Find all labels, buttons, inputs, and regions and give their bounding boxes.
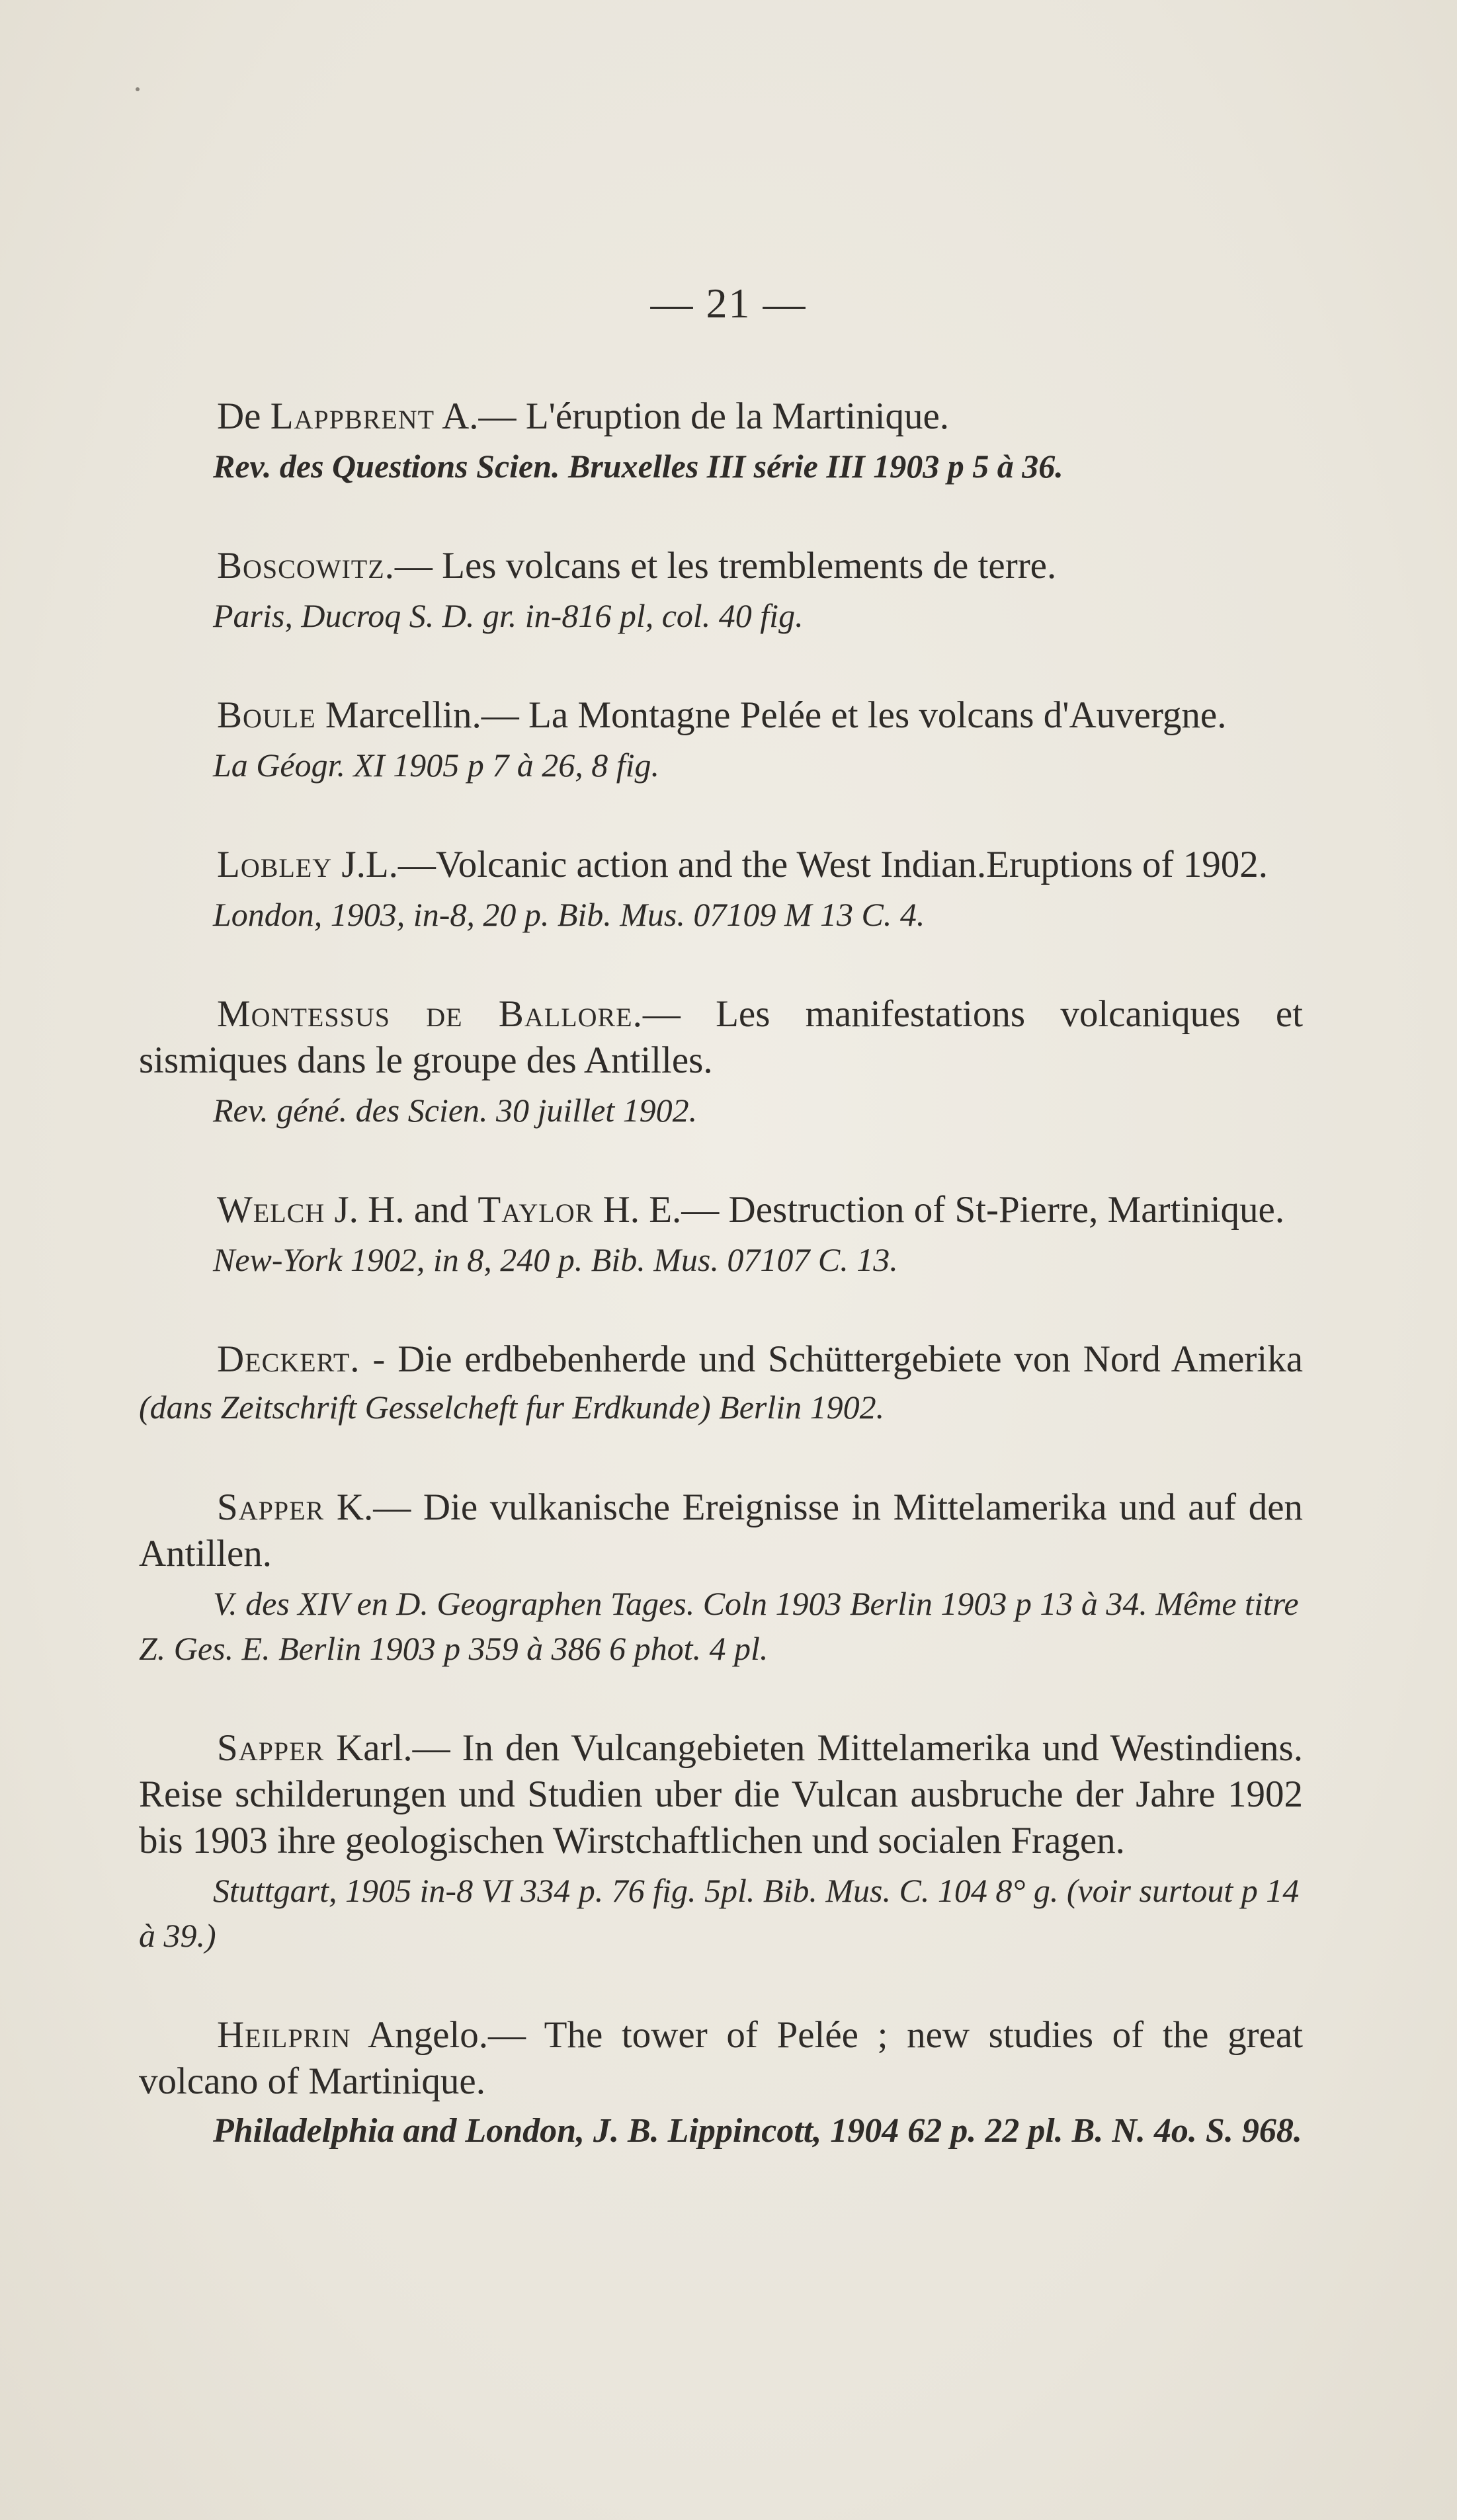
entry-title: La Montagne Pelée et les volcans d'Auvergne.	[519, 694, 1227, 736]
author-name: Lobley	[217, 844, 333, 885]
entry-text	[139, 1187, 1303, 1233]
entry-text	[139, 1484, 1303, 1577]
bibliography-list	[139, 393, 1303, 2208]
author-initials: Marcellin.—	[315, 694, 519, 736]
author-name: Boscowitz.	[217, 545, 395, 587]
author-initials: J. H. and	[325, 1189, 478, 1231]
author-initials: Karl.—	[324, 1727, 450, 1769]
bib-entry-lappbrent	[139, 393, 1303, 489]
bib-entry-lobley	[139, 842, 1303, 937]
author-name: Welch	[217, 1189, 325, 1231]
entry-title: - Die erdbebenherde und Schüttergebiete von Nord Amerika	[360, 1338, 1303, 1380]
entry-reference: Paris, Ducroq S. D. gr. in-816 pl, col. 40 fig.	[213, 597, 804, 634]
bib-entry-welch	[139, 1187, 1303, 1282]
entry-reference: London, 1903, in-8, 20 p. Bib. Mus. 07109 M 13 C. 4.	[213, 896, 925, 933]
entry-reference: La Géogr. XI 1905 p 7 à 26, 8 fig.	[213, 747, 659, 784]
bib-entry-boule	[139, 692, 1303, 788]
coauthor-name: Taylor	[478, 1189, 594, 1231]
author-name: Deckert.	[217, 1338, 360, 1380]
entry-title: Die vulkanische Ereignisse in Mittelamerika und auf den Antillen.	[139, 1486, 1303, 1574]
author-initials: J.L.	[332, 844, 398, 885]
entry-reference: Rev. des Questions Scien. Bruxelles III série III 1903 p 5 à 36.	[213, 448, 1063, 485]
entry-text	[139, 543, 1303, 589]
entry-title: The tower of Pelée ; new studies of the great volcano of Martinique.	[139, 2014, 1303, 2102]
entry-title: Destruction of St-Pierre, Martinique.	[719, 1189, 1285, 1231]
bib-entry-sapper-karl	[139, 1725, 1303, 1958]
author-name: Montessus de Ballore.	[217, 993, 643, 1035]
author-name: Boule	[217, 694, 316, 736]
entry-reference: Rev. géné. des Scien. 30 juillet 1902.	[213, 1092, 698, 1129]
author-initials: Angelo.—	[351, 2014, 526, 2056]
entry-title: —Volcanic action and the West Indian.Eruptions of 1902.	[397, 844, 1269, 885]
entry-text	[139, 1336, 1303, 1430]
author-initials: A.—	[435, 395, 517, 437]
entry-source: (dans Zeitschrift Gesselcheft fur Erdkunde) Berlin 1902.	[139, 1389, 885, 1426]
author-name: Lappbrent	[270, 395, 435, 437]
bib-entry-sapper-k	[139, 1484, 1303, 1671]
author-prefix: De	[217, 395, 271, 437]
page-number: — 21 —	[650, 280, 807, 327]
entry-title: In den Vulcangebieten Mittelamerika und Westindiens. Reise schilderungen und Studien uber die Vulcan ausbruche der Jahre 1902 bis 1903 ihre geologischen Wirstchaftlichen und socialen Fragen.	[139, 1727, 1303, 1861]
author-name: Heilprin	[217, 2014, 351, 2056]
author-name: Sapper	[217, 1727, 325, 1769]
entry-reference: Philadelphia and London, J. B. Lippincott, 1904 62 p. 22 pl. B. N. 4o. S. 968.	[213, 2112, 1302, 2150]
entry-text	[139, 692, 1303, 739]
entry-text	[139, 842, 1303, 888]
author-name: Sapper	[217, 1486, 325, 1528]
entry-text	[139, 393, 1303, 440]
entry-reference: New-York 1902, in 8, 240 p. Bib. Mus. 07107 C. 13.	[213, 1241, 898, 1278]
coauthor-initials: H. E.—	[593, 1189, 720, 1231]
bib-entry-heilprin	[139, 2012, 1303, 2154]
bib-entry-montessus	[139, 991, 1303, 1133]
entry-text	[139, 991, 1303, 1084]
entry-text	[139, 1725, 1303, 1864]
entry-title: — Les manifestations volcaniques et sismiques dans le groupe des Antilles.	[139, 993, 1303, 1081]
entry-reference: Stuttgart, 1905 in-8 VI 334 p. 76 fig. 5pl. Bib. Mus. C. 104 8° g. (voir surtout p 14 à 39.)	[139, 1872, 1300, 1954]
bib-entry-boscowitz	[139, 543, 1303, 638]
author-initials: K.—	[324, 1486, 411, 1528]
entry-title: — Les volcans et les tremblements de terre.	[394, 545, 1057, 587]
entry-text	[139, 2012, 1303, 2105]
speck	[136, 87, 140, 91]
bib-entry-deckert	[139, 1336, 1303, 1430]
entry-reference: V. des XIV en D. Geographen Tages. Coln 1903 Berlin 1903 p 13 à 34. Même titre Z. Ges. E. Berlin 1903 p 359 à 386 6 phot. 4 pl.	[139, 1585, 1299, 1667]
entry-title: L'éruption de la Martinique.	[516, 395, 950, 437]
